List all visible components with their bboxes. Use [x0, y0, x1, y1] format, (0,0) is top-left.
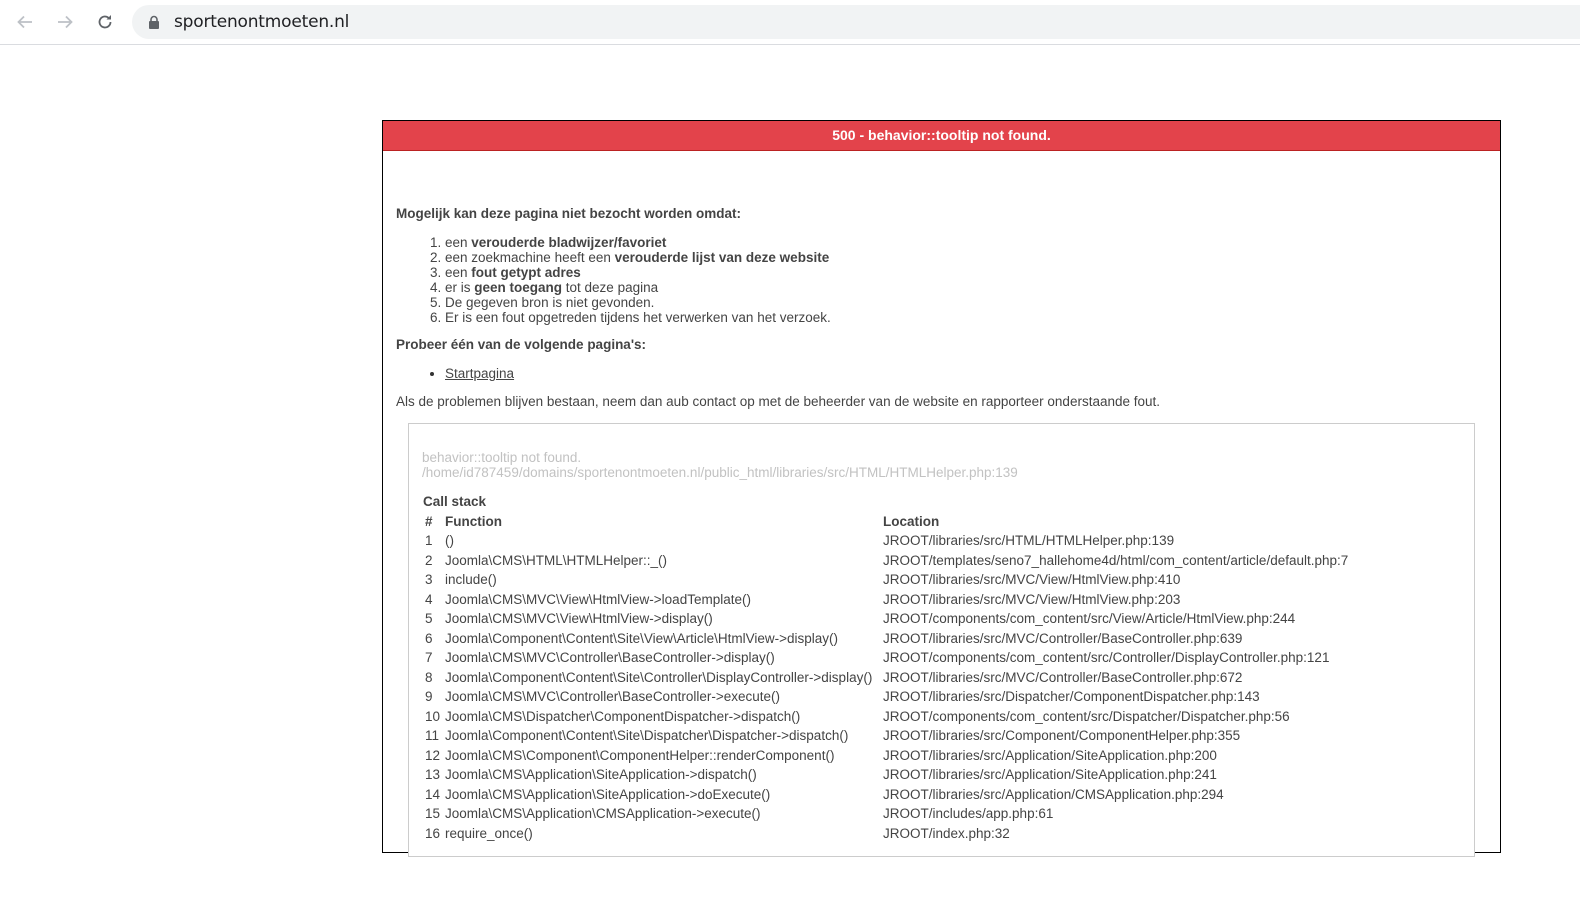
cell-location: JROOT/libraries/src/MVC/Controller/BaseController.php:639 [883, 630, 1243, 646]
cell-function: Joomla\CMS\MVC\View\HtmlView->loadTemplate() [445, 591, 751, 607]
cell-location: JROOT/libraries/src/Component/ComponentHelper.php:355 [883, 728, 1241, 744]
table-row [423, 824, 1348, 844]
cell-function: Joomla\Component\Content\Site\View\Article\HtmlView->display() [445, 630, 839, 646]
url-text: sportenontmoeten.nl [174, 12, 350, 32]
reason-text: tot deze pagina [562, 280, 659, 295]
cell-function: Joomla\CMS\MVC\Controller\BaseController->display() [445, 650, 775, 666]
cell-location: JROOT/libraries/src/Application/SiteApplication.php:200 [883, 747, 1217, 763]
cell-location: JROOT/index.php:32 [883, 825, 1010, 841]
intro-text: Mogelijk kan deze pagina niet bezocht worden omdat: [396, 206, 742, 221]
table-row [423, 551, 1348, 571]
cell-function: require_once() [445, 825, 533, 841]
cell-num: 11 [425, 728, 440, 744]
cell-function: Joomla\Component\Content\Site\Dispatcher\Dispatcher->dispatch() [445, 728, 849, 744]
contact-text: Als de problemen blijven bestaan, neem dan aub contact op met de beheerder van de website en rapporteer onderstaande fout. [396, 394, 1161, 409]
reason-text: een zoekmachine heeft een [445, 250, 615, 265]
address-bar[interactable] [132, 5, 1580, 39]
cell-num: 6 [425, 630, 433, 646]
cell-num: 13 [425, 767, 441, 783]
reason-emphasis: geen toegang [474, 280, 563, 295]
browser-toolbar [0, 0, 1580, 45]
table-row [423, 726, 1348, 746]
cell-num: 7 [425, 650, 433, 666]
cell-location: JROOT/components/com_content/src/Controller/DisplayController.php:121 [883, 650, 1330, 666]
cell-function: Joomla\CMS\Application\CMSApplication->execute() [445, 806, 761, 822]
error-title: 500 - behavior::tooltip not found. [383, 121, 1500, 151]
table-row [423, 609, 1348, 629]
arrow-right-icon [55, 12, 75, 32]
cell-num: 12 [425, 747, 441, 763]
table-row [423, 765, 1348, 785]
cell-function: Joomla\CMS\MVC\Controller\BaseController->execute() [445, 689, 780, 705]
cell-location: JROOT/libraries/src/Application/SiteApplication.php:241 [883, 767, 1217, 783]
cell-num: 1 [425, 533, 433, 549]
table-row [423, 804, 1348, 824]
table-header-row [423, 512, 1348, 531]
table-row [423, 707, 1348, 727]
cell-location: JROOT/libraries/src/MVC/View/HtmlView.php:410 [883, 572, 1181, 588]
table-row [423, 590, 1348, 610]
reason-item [445, 310, 831, 325]
reason-text: Er is een fout opgetreden tijdens het verwerken van het verzoek. [445, 310, 831, 325]
table-row [423, 687, 1348, 707]
reason-text: een [445, 235, 472, 250]
table-row [423, 629, 1348, 649]
table-row [423, 648, 1348, 668]
reload-button[interactable] [90, 7, 120, 37]
arrow-left-icon [15, 12, 35, 32]
reason-item [445, 265, 831, 280]
list-item [445, 366, 514, 381]
cell-num: 4 [425, 591, 433, 607]
back-button[interactable] [10, 7, 40, 37]
cell-function: Joomla\CMS\Application\SiteApplication->dispatch() [445, 767, 757, 783]
reason-item [445, 235, 831, 250]
try-heading: Probeer één van de volgende pagina's: [396, 337, 647, 352]
cell-location: JROOT/libraries/src/Application/CMSApplication.php:294 [883, 786, 1224, 802]
error-file: /home/id787459/domains/sportenontmoeten.nl/public_html/libraries/src/HTML/HTMLHelper.php:139 [422, 465, 1018, 480]
cell-function: include() [445, 572, 497, 588]
cell-num: 15 [425, 806, 441, 822]
cell-location: JROOT/components/com_content/src/Dispatcher/Dispatcher.php:56 [883, 708, 1290, 724]
stack-trace-panel [408, 423, 1475, 857]
cell-num: 5 [425, 611, 433, 627]
home-link[interactable]: Startpagina [445, 366, 515, 381]
error-message: behavior::tooltip not found. [422, 450, 582, 465]
header-function: Function [445, 514, 502, 529]
trace-message [422, 450, 1018, 480]
cell-function: Joomla\CMS\Dispatcher\ComponentDispatcher->dispatch() [445, 708, 801, 724]
reason-text: De gegeven bron is niet gevonden. [445, 295, 655, 310]
reason-emphasis: fout getypt adres [471, 265, 581, 280]
cell-location: JROOT/includes/app.php:61 [883, 806, 1054, 822]
cell-location: JROOT/templates/seno7_hallehome4d/html/com_content/article/default.php:7 [883, 552, 1349, 568]
cell-num: 8 [425, 669, 433, 685]
cell-num: 9 [425, 689, 433, 705]
reason-item [445, 295, 831, 310]
cell-function: Joomla\Component\Content\Site\Controller\DisplayController->display() [445, 669, 873, 685]
cell-function: Joomla\CMS\Application\SiteApplication->doExecute() [445, 786, 771, 802]
forward-button[interactable] [50, 7, 80, 37]
cell-function: Joomla\CMS\HTML\HTMLHelper::_() [445, 552, 668, 568]
header-location: Location [883, 514, 940, 529]
cell-num: 3 [425, 572, 433, 588]
reason-item [445, 250, 831, 265]
cell-function: () [445, 533, 454, 549]
header-num: # [425, 514, 433, 529]
table-row [423, 668, 1348, 688]
reason-text: een [445, 265, 472, 280]
table-row [423, 531, 1348, 551]
reason-emphasis: verouderde bladwijzer/favoriet [471, 235, 667, 250]
links-list [431, 366, 514, 381]
table-row [423, 785, 1348, 805]
cell-num: 10 [425, 708, 441, 724]
callstack-caption: Call stack [423, 494, 487, 509]
callstack-table [423, 494, 1348, 843]
cell-num: 16 [425, 825, 441, 841]
cell-num: 2 [425, 552, 433, 568]
reason-emphasis: verouderde lijst van deze website [614, 250, 830, 265]
cell-location: JROOT/libraries/src/MVC/View/HtmlView.php:203 [883, 591, 1181, 607]
reasons-list [431, 235, 831, 325]
cell-location: JROOT/libraries/src/Dispatcher/ComponentDispatcher.php:143 [883, 689, 1260, 705]
error-panel [382, 120, 1501, 853]
cell-location: JROOT/libraries/src/HTML/HTMLHelper.php:139 [883, 533, 1175, 549]
table-row [423, 570, 1348, 590]
cell-function: Joomla\CMS\Component\ComponentHelper::renderComponent() [445, 747, 835, 763]
cell-location: JROOT/components/com_content/src/View/Article/HtmlView.php:244 [883, 611, 1296, 627]
cell-location: JROOT/libraries/src/MVC/Controller/BaseController.php:672 [883, 669, 1243, 685]
reload-icon [95, 12, 115, 32]
cell-num: 14 [425, 786, 441, 802]
reason-text: er is [445, 280, 475, 295]
cell-function: Joomla\CMS\MVC\View\HtmlView->display() [445, 611, 713, 627]
reason-item [445, 280, 831, 295]
callstack-body [423, 531, 1348, 843]
table-row [423, 746, 1348, 766]
lock-icon [147, 15, 161, 29]
